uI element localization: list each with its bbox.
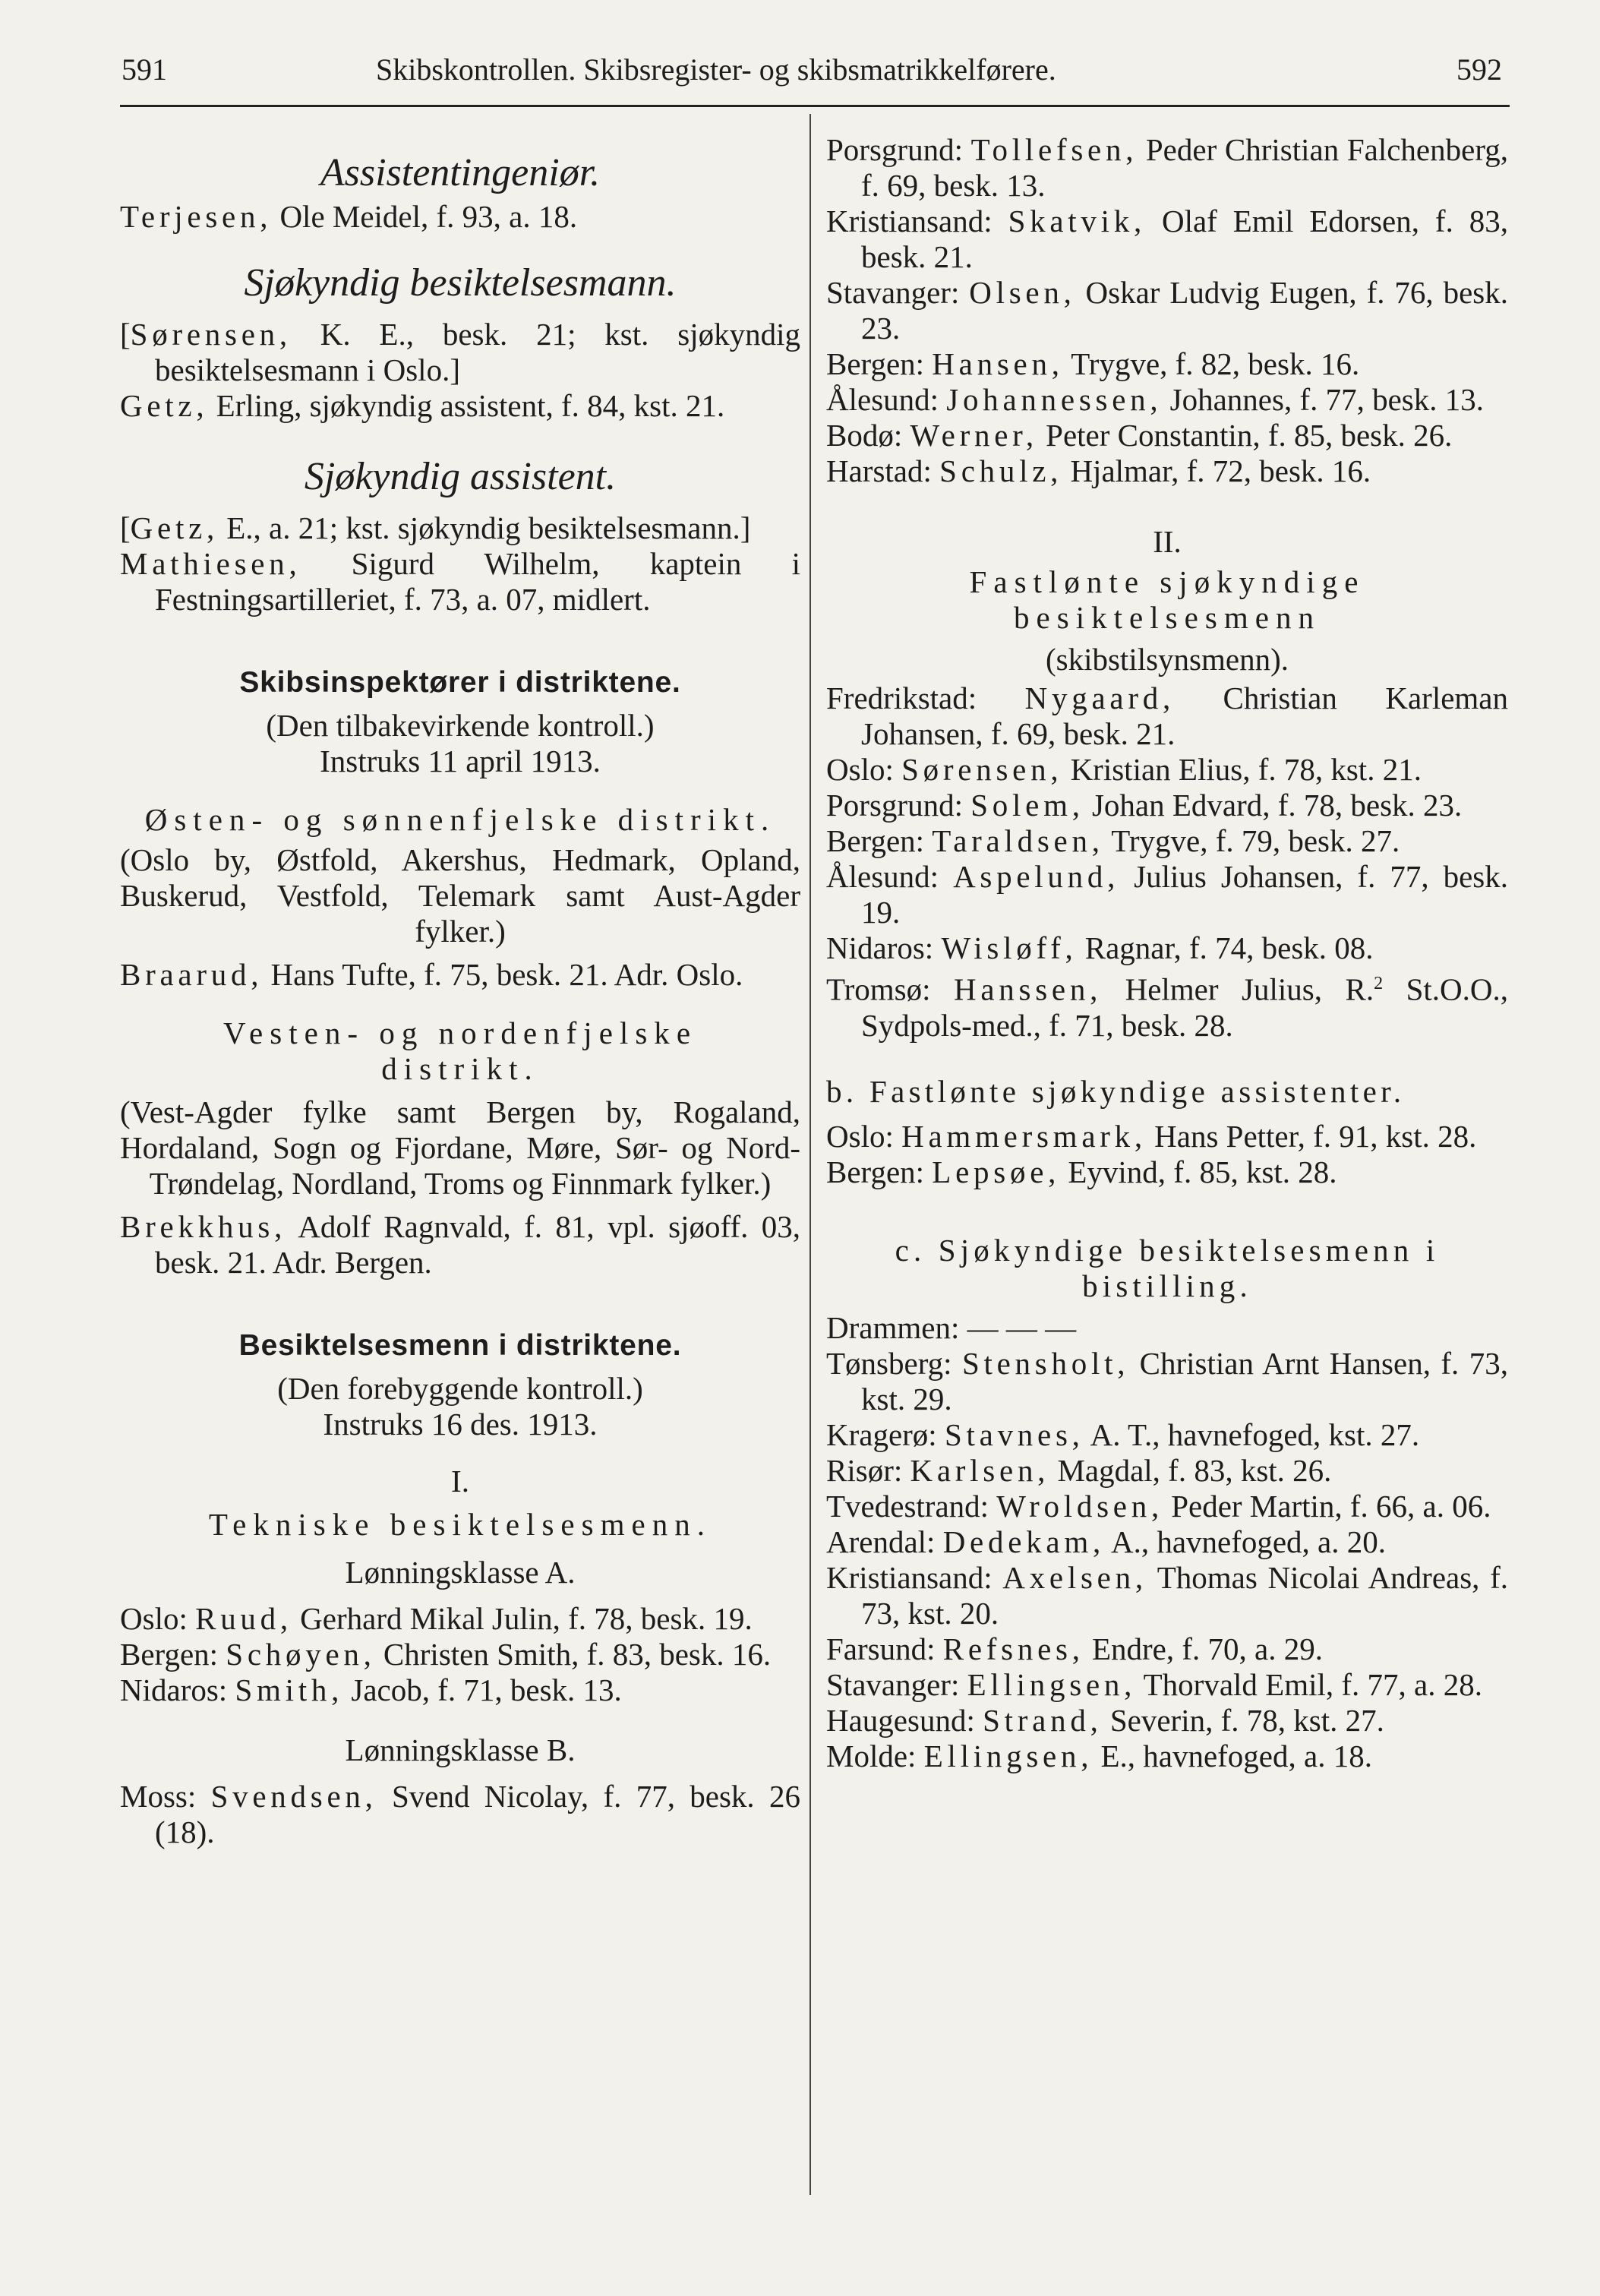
entry-ellingsen-thorvald: Stavanger: Ellingsen, Thorvald Emil, f. 77, a. 28.: [826, 1666, 1482, 1702]
heading-skibsinspektorer: Skibsinspektører i distriktene.: [239, 666, 681, 699]
entry-hansen: Bergen: Hansen, Trygve, f. 82, besk. 16.: [826, 346, 1360, 381]
entry-mathiesen: Mathiesen, Sigurd Wilhelm, kaptein i Festningsartilleriet, f. 73, a. 07, midlert.: [120, 546, 800, 617]
entry-wroldsen: Tvedestrand: Wroldsen, Peder Martin, f. 66, a. 06.: [826, 1488, 1491, 1524]
heading-vesten-distrikt: Vesten- og nordenfjelske distrikt.: [222, 1015, 698, 1086]
entry-sorensen-kristian: Oslo: Sørensen, Kristian Elius, f. 78, kst. 21.: [826, 752, 1422, 787]
entry-schoyen: Bergen: Schøyen, Christen Smith, f. 83, besk. 16.: [120, 1637, 772, 1672]
entry-wisloff: Nidaros: Wisløff, Ragnar, f. 74, besk. 08.: [826, 930, 1374, 965]
entry-hanssen: Tromsø: Hanssen, Helmer Julius, R.$^2$ St.O.O., Sydpols-med., f. 71, besk. 28.: [826, 971, 1508, 1043]
subheading-tilbakevirkende: (Den tilbakevirkende kontroll.): [266, 708, 655, 743]
running-title: Skibskontrollen. Skibsregister- og skibsmatrikkelførere.: [376, 52, 1056, 87]
header-rule: [120, 105, 1510, 107]
left-column: [120, 143, 800, 1850]
entry-aspelund: Ålesund: Aspelund, Julius Johansen, f. 77, besk. 19.: [826, 859, 1508, 930]
roman-numeral-two: II.: [1153, 524, 1182, 559]
heading-lonningsklasse-a: Lønningsklasse A.: [345, 1555, 576, 1590]
entry-smith: Nidaros: Smith, Jacob, f. 71, besk. 13.: [120, 1672, 622, 1707]
heading-tekniske: Tekniske besiktelsesmenn.: [208, 1507, 712, 1542]
subheading-forebyggende: (Den forebyggende kontroll.): [277, 1371, 643, 1406]
page-number-right: 592: [1456, 52, 1502, 87]
entry-strand: Haugesund: Strand, Severin, f. 78, kst. 27.: [826, 1702, 1384, 1738]
heading-osten-distrikt: Østen- og sønnenfjelske distrikt.: [144, 802, 776, 837]
entry-tollefsen: Porsgrund: Tollefsen, Peder Christian Falchenberg, f. 69, besk. 13.: [826, 132, 1508, 203]
entry-solem: Porsgrund: Solem, Johan Edvard, f. 78, besk. 23.: [826, 788, 1463, 823]
subheading-skibstilsynsmenn: (skibstilsynsmenn).: [1045, 642, 1289, 677]
heading-besiktelsesmenn-distriktene: Besiktelsesmenn i distriktene.: [238, 1329, 682, 1362]
heading-b-assistenter: b. Fastlønte sjøkyndige assistenter.: [826, 1073, 1406, 1109]
roman-numeral-one: I.: [451, 1464, 469, 1499]
entry-refsnes: Farsund: Refsnes, Endre, f. 70, a. 29.: [826, 1631, 1323, 1666]
entry-sorensen-ke: [Sørensen, K. E., besk. 21; kst. sjøkyndig besiktelsesmann i Oslo.]: [120, 317, 800, 387]
entry-getz-e: [Getz, E., a. 21; kst. sjøkyndig besiktelsesmann.]: [120, 510, 751, 545]
entry-lepsoe: Bergen: Lepsøe, Eyvind, f. 85, kst. 28.: [826, 1154, 1337, 1189]
heading-c-bistilling: c. Sjøkyndige besiktelsesmenn i bistilling.: [895, 1232, 1440, 1303]
entry-axelsen: Kristiansand: Axelsen, Thomas Nicolai Andreas, f. 73, kst. 20.: [826, 1559, 1508, 1631]
heading-lonningsklasse-b: Lønningsklasse B.: [345, 1732, 576, 1767]
subheading-instruks-1913b: Instruks 16 des. 1913.: [323, 1407, 598, 1442]
entry-terjesen: Terjesen, Ole Meidel, f. 93, a. 18.: [120, 199, 578, 234]
entry-dedekam: Arendal: Dedekam, A., havnefoged, a. 20.: [826, 1524, 1387, 1559]
entry-stensholt: Tønsberg: Stensholt, Christian Arnt Hansen, f. 73, kst. 29.: [826, 1345, 1508, 1416]
column-divider: [809, 114, 811, 2195]
entry-karlsen: Risør: Karlsen, Magdal, f. 83, kst. 26.: [826, 1452, 1332, 1488]
entry-johannessen: Ålesund: Johannessen, Johannes, f. 77, besk. 13.: [826, 382, 1485, 417]
entry-olsen: Stavanger: Olsen, Oskar Ludvig Eugen, f. 76, besk. 23.: [826, 275, 1508, 346]
entry-hammersmark: Oslo: Hammersmark, Hans Petter, f. 91, kst. 28.: [826, 1118, 1477, 1154]
subheading-instruks-1913a: Instruks 11 april 1913.: [320, 744, 601, 778]
entry-brekkhus: Brekkhus, Adolf Ragnvald, f. 81, vpl. sjøoff. 03, besk. 21. Adr. Bergen.: [120, 1209, 800, 1280]
entry-schulz: Harstad: Schulz, Hjalmar, f. 72, besk. 16.: [826, 453, 1371, 488]
entry-ellingsen-e: Molde: Ellingsen, E., havnefoged, a. 18.: [826, 1738, 1372, 1773]
right-column: [826, 132, 1508, 1774]
entry-svendsen: Moss: Svendsen, Svend Nicolay, f. 77, besk. 26 (18).: [120, 1779, 800, 1849]
osten-description: (Oslo by, Østfold, Akershus, Hedmark, Opland, Buskerud, Vestfold, Telemark samt Aust-Agder fylker.): [120, 842, 800, 949]
heading-sjokyndig-assistent: Sjøkyndig assistent.: [304, 455, 617, 498]
entry-werner: Bodø: Werner, Peter Constantin, f. 85, besk. 26.: [826, 418, 1453, 453]
entry-getz-erling: Getz, Erling, sjøkyndig assistent, f. 84, kst. 21.: [120, 388, 725, 423]
vesten-description: (Vest-Agder fylke samt Bergen by, Rogaland, Hordaland, Sogn og Fjordane, Møre, Sør- og Nord-Trøndelag, Nordland, Troms og Finnmark fylker.): [120, 1094, 800, 1201]
entry-taraldsen: Bergen: Taraldsen, Trygve, f. 79, besk. 27.: [826, 823, 1400, 858]
heading-fastlonte: Fastlønte sjøkyndige besiktelsesmenn: [969, 564, 1365, 635]
heading-assistentingenior: Assistentingeniør.: [320, 151, 601, 194]
entry-ruud: Oslo: Ruud, Gerhard Mikal Julin, f. 78, besk. 19.: [120, 1601, 753, 1636]
entry-nygaard: Fredrikstad: Nygaard, Christian Karleman Johansen, f. 69, besk. 21.: [826, 681, 1508, 751]
heading-sjokyndig-besiktelsesmann: Sjøkyndig besiktelsesmann.: [244, 261, 677, 305]
entry-skatvik: Kristiansand: Skatvik, Olaf Emil Edorsen, f. 83, besk. 21.: [826, 204, 1509, 274]
entry-drammen: Drammen: — — —: [826, 1309, 1077, 1345]
page-number-left: 591: [121, 52, 167, 87]
entry-stavnes: Kragerø: Stavnes, A. T., havnefoged, kst. 27.: [826, 1416, 1420, 1452]
entry-braarud: Braarud, Hans Tufte, f. 75, besk. 21. Adr. Oslo.: [120, 957, 743, 992]
